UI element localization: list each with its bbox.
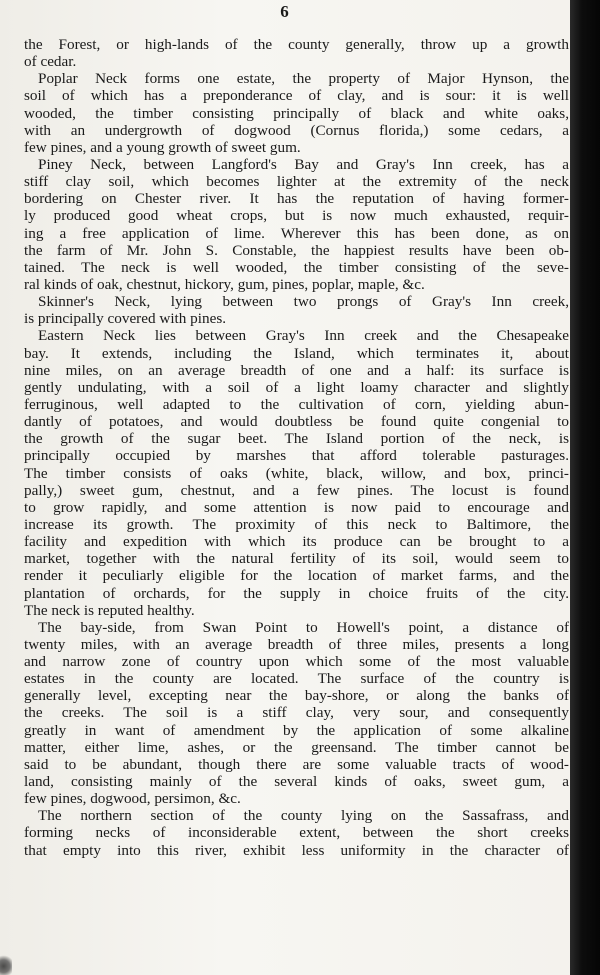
text-line: bordering on Chester river. It has the reputation of having former-: [24, 190, 569, 208]
text-line: and narrow zone of country upon which some of the most valuable: [24, 653, 569, 671]
text-line: render it peculiarly eligible for the location of market farms, and the: [24, 567, 569, 585]
text-line: with an undergrowth of dogwood (Cornus florida,) some cedars, a: [24, 121, 569, 139]
text-line: soil of which has a preponderance of clay, and is sour: it is well: [24, 87, 569, 105]
text-line: to grow rapidly, and some attention is now paid to encourage and: [24, 498, 569, 516]
text-line: ral kinds of oak, chestnut, hickory, gum, pines, poplar, maple, &c.: [24, 275, 425, 293]
text-line: land, consisting mainly of the several kinds of oaks, sweet gum, a: [24, 773, 569, 791]
text-line: few pines, and a young growth of sweet gum.: [24, 138, 301, 156]
text-line: few pines, dogwood, persimon, &c.: [24, 790, 241, 808]
ink-smudge: [0, 953, 12, 975]
text-line: Eastern Neck lies between Gray's Inn creek and the Chesapeake: [38, 327, 569, 345]
text-line: the Forest, or high-lands of the county generally, throw up a growth: [24, 36, 569, 53]
text-line: twenty miles, with an average breadth of three miles, presents a long: [24, 635, 569, 653]
text-line: that empty into this river, exhibit less uniformity in the character of: [24, 841, 569, 859]
text-line: ferruginous, well adapted to the cultivation of corn, yielding abun-: [24, 395, 569, 413]
text-line: Skinner's Neck, lying between two prongs of Gray's Inn creek,: [38, 293, 569, 311]
text-line: Poplar Neck forms one estate, the property of Major Hynson, the: [38, 70, 569, 88]
text-line: ing a free application of lime. Wherever this has been done, as on: [24, 224, 569, 242]
text-line: The timber consists of oaks (white, black, willow, and box, princi-: [24, 464, 569, 482]
text-line: the growth of the sugar beet. The Island portion of the neck, is: [24, 430, 569, 448]
text-line: generally level, excepting near the bay-shore, or along the banks of: [24, 687, 569, 705]
text-line: tained. The neck is well wooded, the timber consisting of the seve-: [24, 258, 569, 276]
text-line: matter, either lime, ashes, or the greensand. The timber cannot be: [24, 738, 569, 756]
text-line: the farm of Mr. John S. Constable, the happiest results have been ob-: [24, 241, 569, 259]
text-line: gently undulating, with a soil of a light loamy character and slightly: [24, 378, 569, 396]
text-line: plantation of orchards, for the supply in choice fruits of the city.: [24, 584, 569, 602]
text-line: dantly of potatoes, and would doubtless be found quite congenial to: [24, 413, 569, 431]
text-line: ly produced good wheat crops, but is now much exhausted, requir-: [24, 207, 569, 225]
text-line: principally occupied by marshes that afford tolerable pasturages.: [24, 447, 569, 465]
text-line: said to be abundant, though there are some valuable tracts of wood-: [24, 755, 569, 773]
text-line: The bay-side, from Swan Point to Howell's point, a distance of: [38, 618, 569, 636]
text-line: nine miles, on an average breadth of one and a half: its surface is: [24, 361, 569, 379]
text-line: increase its growth. The proximity of this neck to Baltimore, the: [24, 515, 569, 533]
text-line: market, together with the natural fertility of its soil, would seem to: [24, 550, 569, 568]
text-line: wooded, the timber consisting principally of black and white oaks,: [24, 104, 569, 122]
text-line: the creeks. The soil is a stiff clay, very sour, and consequently: [24, 704, 569, 722]
text-line: forming necks of inconsiderable extent, between the short creeks: [24, 824, 569, 842]
text-line: The neck is reputed healthy.: [24, 601, 195, 619]
text-line: greatly in want of amendment by the application of some alkaline: [24, 721, 569, 739]
text-line: Piney Neck, between Langford's Bay and Gray's Inn creek, has a: [38, 155, 569, 173]
text-line: is principally covered with pines.: [24, 310, 227, 328]
text-line: facility and expedition with which its produce can be brought to a: [24, 533, 569, 551]
text-line: stiff clay soil, which becomes lighter at the extremity of the neck: [24, 173, 569, 191]
page-number: 6: [280, 2, 290, 21]
text-line: estates in the county are located. The surface of the country is: [24, 670, 569, 688]
text-line: bay. It extends, including the Island, which terminates it, about: [24, 344, 569, 362]
page-body-text: [24, 36, 569, 859]
text-line: The northern section of the county lying on the Sassafrass, and: [38, 807, 569, 825]
page-binding-shadow: [570, 0, 600, 975]
text-line: of cedar.: [24, 53, 77, 71]
text-line: pally,) sweet gum, chestnut, and a few pines. The locust is found: [24, 481, 569, 499]
